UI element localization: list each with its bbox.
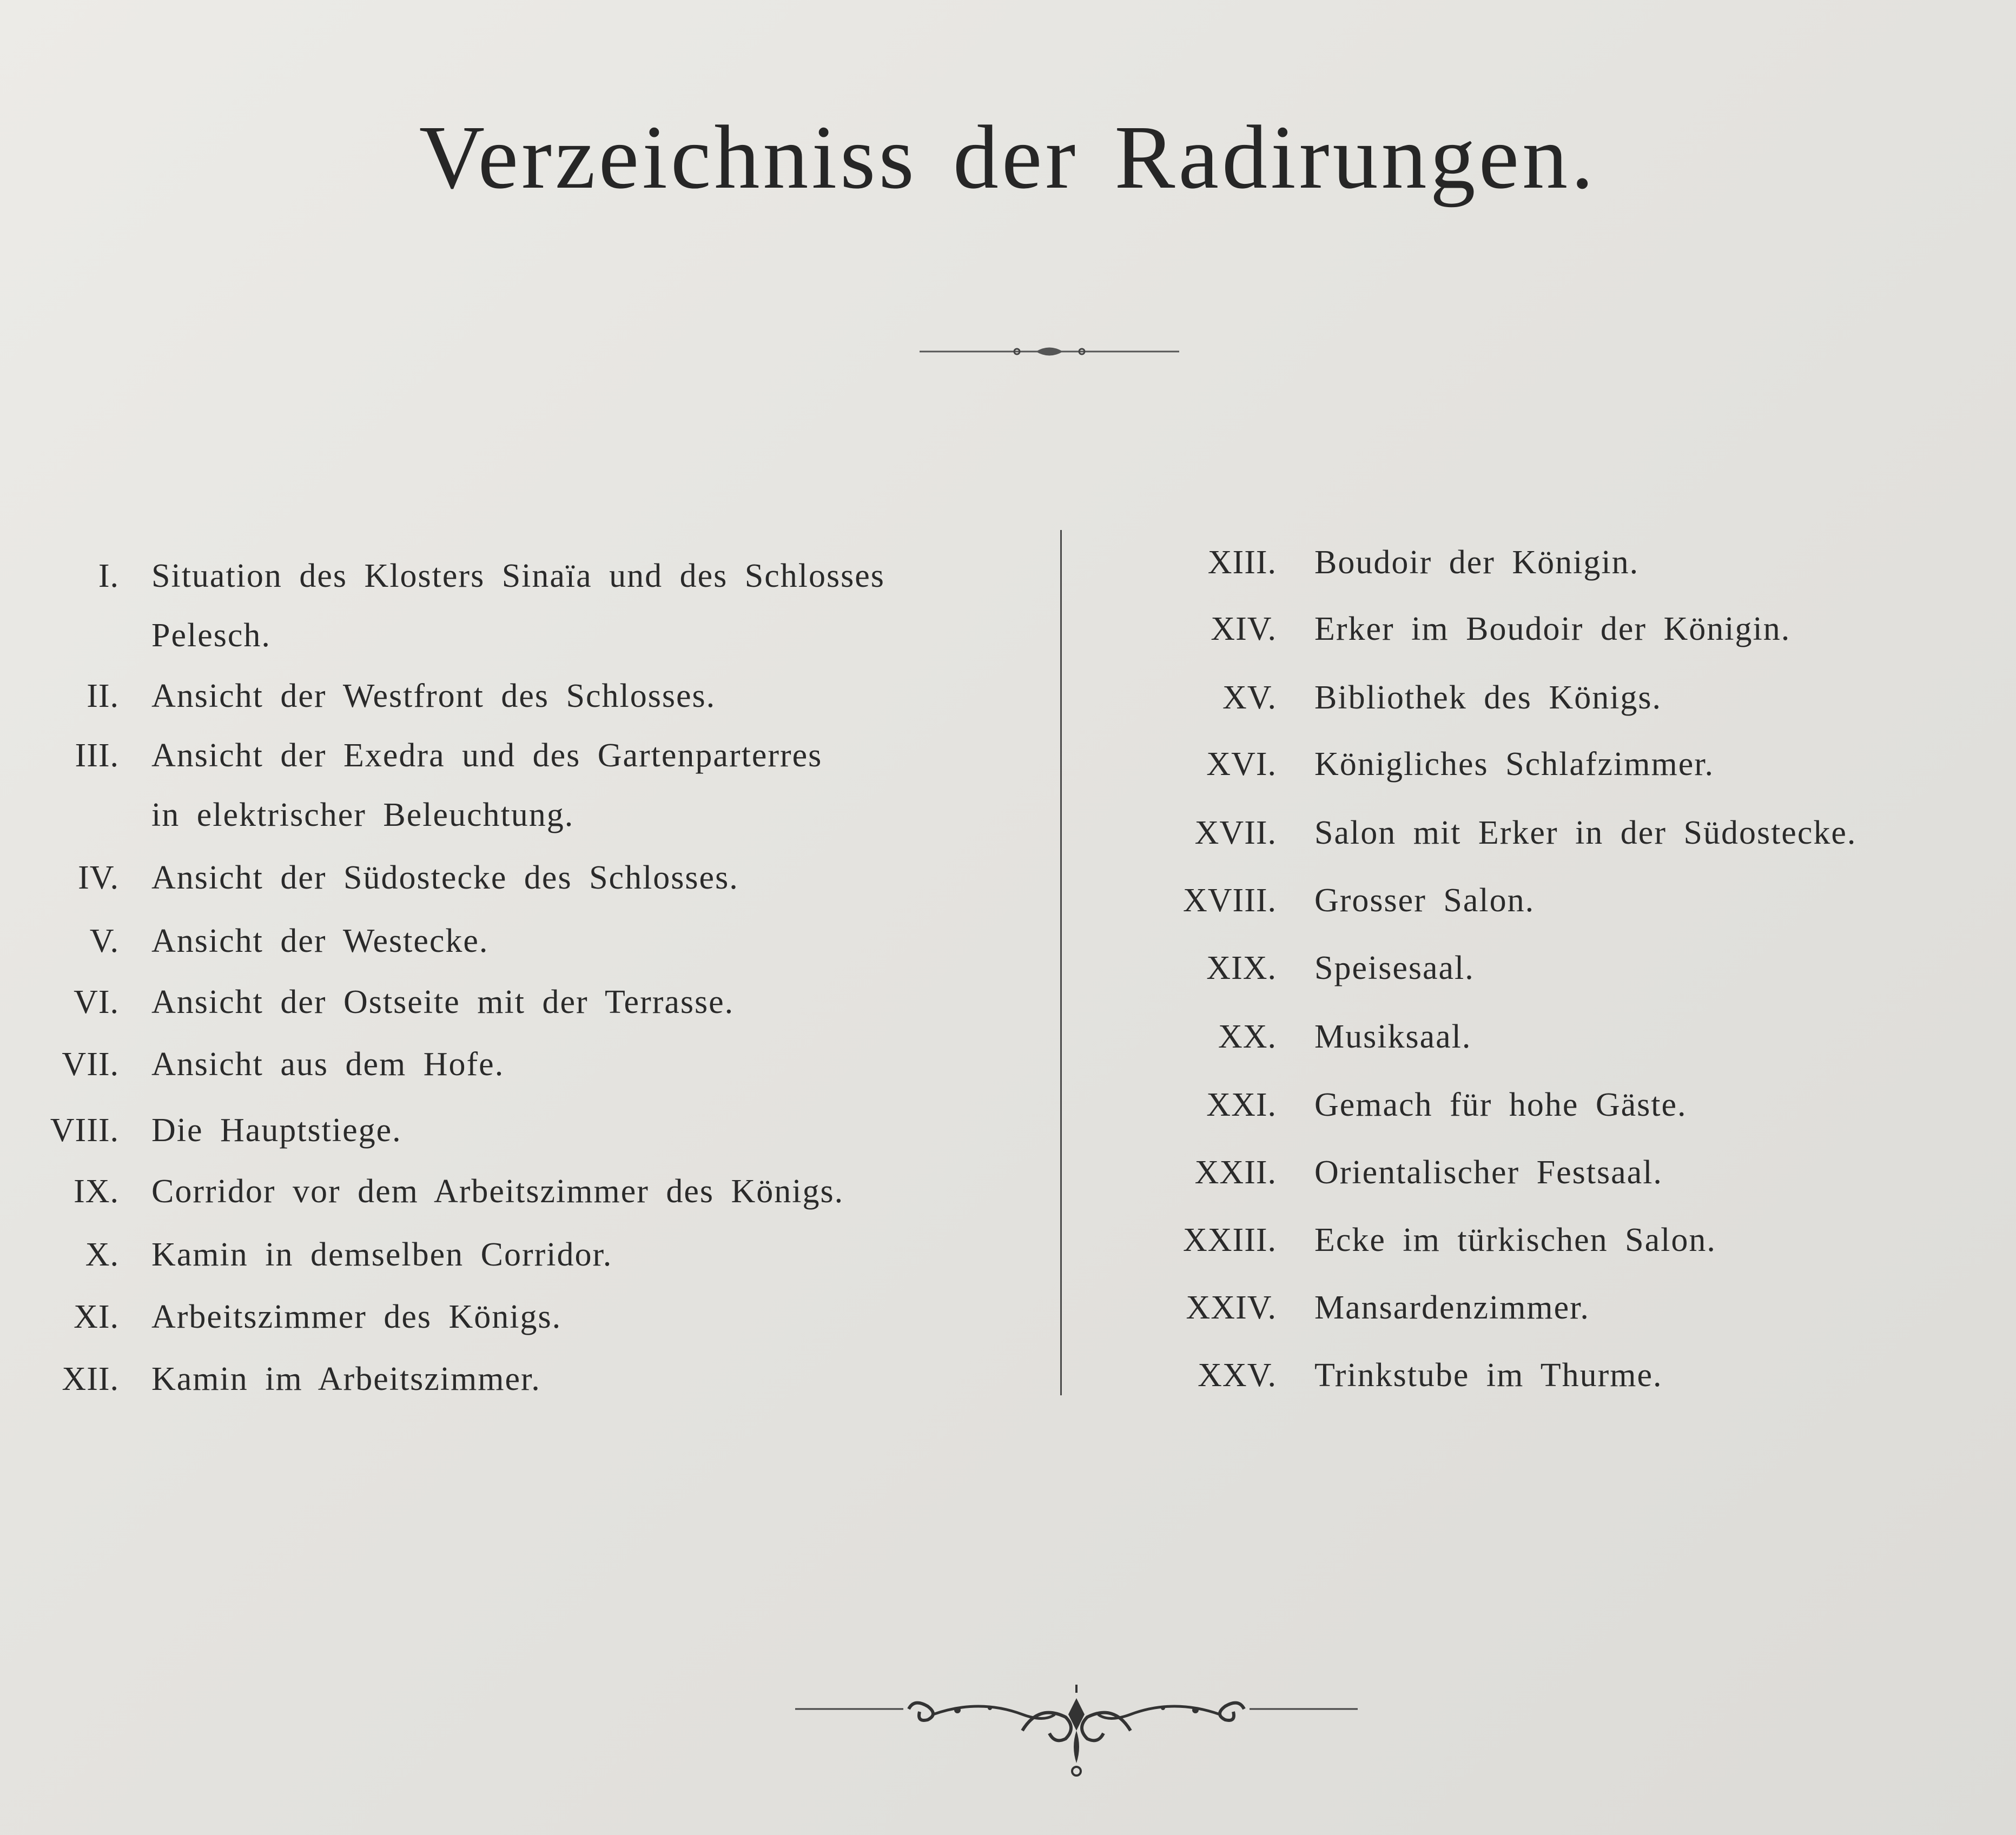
entry-title: Speisesaal. [1314, 950, 1475, 986]
entry-title-continuation: in elektrischer Beleuchtung. [151, 797, 574, 833]
entry-title: Ansicht der Exedra und des Gartenparterres [151, 737, 823, 774]
entry-number: XVII. [1194, 814, 1277, 851]
entry-title: Gemach für hohe Gäste. [1314, 1087, 1687, 1123]
entry-number: XV. [1222, 679, 1277, 716]
entry-number: XVI. [1206, 746, 1277, 783]
entry-title: Ansicht der Südostecke des Schlosses. [151, 859, 739, 896]
entry-title: Orientalischer Festsaal. [1314, 1154, 1663, 1191]
entry-number: XXII. [1194, 1154, 1277, 1191]
entry-title: Ansicht der Westfront des Schlosses. [151, 678, 716, 714]
entry-title: Trinkstube im Thurme. [1314, 1357, 1663, 1394]
entry-number: IX. [74, 1173, 119, 1210]
entry-title: Situation des Klosters Sinaïa und des Schlosses [151, 558, 885, 594]
entry-title: Bibliothek des Königs. [1314, 679, 1662, 716]
entry-title: Mansardenzimmer. [1314, 1289, 1590, 1326]
entry-number: XXV. [1198, 1357, 1277, 1394]
entry-title: Königliches Schlafzimmer. [1314, 746, 1714, 783]
entry-title: Grosser Salon. [1314, 882, 1535, 919]
page-title: Verzeichniss der Radirungen. [419, 107, 1597, 208]
entry-number: III. [75, 737, 119, 774]
entry-title: Salon mit Erker in der Südostecke. [1314, 814, 1857, 851]
entry-number: XIX. [1206, 950, 1277, 986]
entry-title: Kamin im Arbeitszimmer. [151, 1361, 541, 1397]
entry-number: XVIII. [1183, 882, 1277, 919]
entry-number: XXIV. [1186, 1289, 1277, 1326]
bottom-flourish-ornament [784, 1677, 1369, 1785]
entry-number: VI. [74, 984, 119, 1021]
entry-number: XXI. [1206, 1087, 1277, 1123]
entry-title: Ansicht der Westecke. [151, 923, 489, 959]
entry-title: Musiksaal. [1314, 1018, 1472, 1055]
entry-number: V. [89, 923, 119, 959]
entry-number: VIII. [50, 1112, 119, 1149]
entry-title-continuation: Pelesch. [151, 617, 271, 654]
top-ornament-divider [920, 341, 1179, 362]
entry-title: Kamin in demselben Corridor. [151, 1236, 613, 1273]
entry-number: XI. [74, 1299, 119, 1335]
entry-title: Ansicht aus dem Hofe. [151, 1046, 505, 1083]
entry-title: Arbeitszimmer des Königs. [151, 1299, 562, 1335]
entry-number: XX. [1218, 1018, 1277, 1055]
entry-title: Die Hauptstiege. [151, 1112, 402, 1149]
entry-number: XIII. [1207, 544, 1277, 581]
entry-number: XIV. [1211, 611, 1277, 647]
entry-title: Corridor vor dem Arbeitszimmer des Königs. [151, 1173, 844, 1210]
entry-title: Ansicht der Ostseite mit der Terrasse. [151, 984, 735, 1021]
entry-number: IV. [78, 859, 119, 896]
entry-number: I. [98, 558, 119, 594]
entry-title: Erker im Boudoir der Königin. [1314, 611, 1791, 647]
entry-number: XXIII. [1183, 1222, 1277, 1258]
entry-title: Ecke im türkischen Salon. [1314, 1222, 1716, 1258]
entry-number: XII. [62, 1361, 119, 1397]
entry-number: X. [85, 1236, 119, 1273]
entry-number: VII. [62, 1046, 119, 1083]
entry-number: II. [87, 678, 119, 714]
entry-title: Boudoir der Königin. [1314, 544, 1640, 581]
